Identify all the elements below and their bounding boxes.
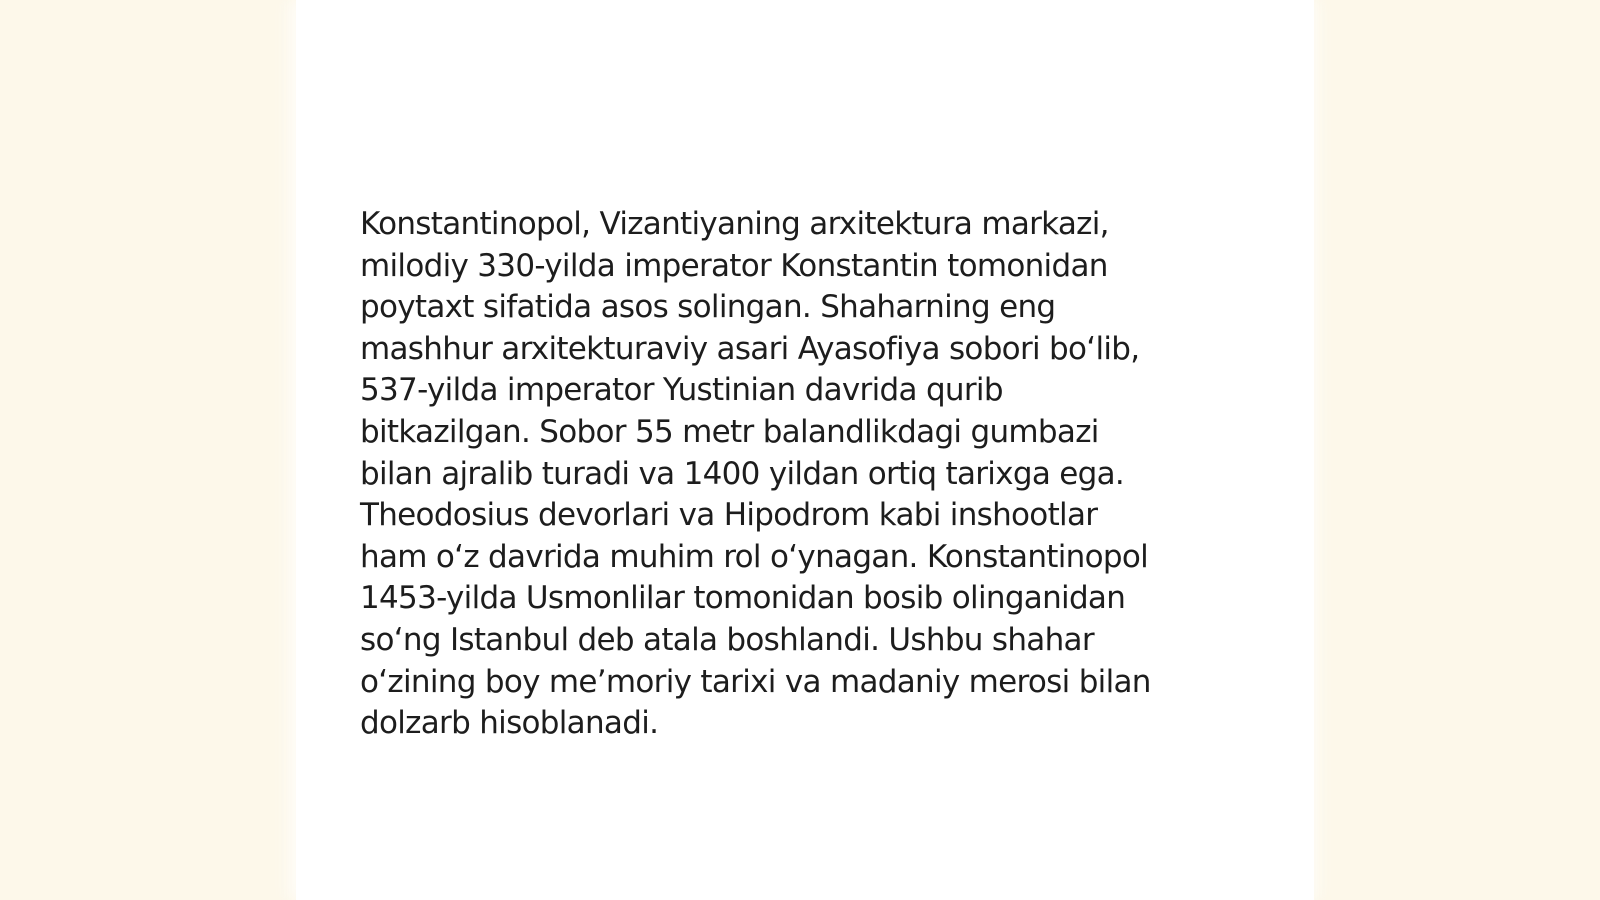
paragraph-line: 537-yilda imperator Yustinian davrida qurib [360,372,1003,409]
body-paragraph [360,204,1260,745]
paragraph-line: so‘ng Istanbul deb atala boshlandi. Ushbu shahar [360,621,1094,658]
paragraph-line: Theodosius devorlari va Hipodrom kabi inshootlar [360,497,1098,534]
paragraph-line: dolzarb hisoblanadi. [360,705,659,742]
paragraph-line: Konstantinopol, Vizantiyaning arxitektura markazi, [360,206,1109,242]
paragraph-line: o‘zining boy me’moriy tarixi va madaniy merosi bilan [360,663,1151,700]
paragraph-line: milodiy 330-yilda imperator Konstantin tomonidan [360,247,1108,284]
paragraph-line: bitkazilgan. Sobor 55 metr balandlikdagi gumbazi [360,413,1099,450]
paragraph-line: mashhur arxitekturaviy asari Ayasofiya sobori bo‘lib, [360,330,1140,367]
document-page [296,0,1314,900]
paragraph-line: ham o‘z davrida muhim rol o‘ynagan. Konstantinopol [360,538,1149,575]
paragraph-line: poytaxt sifatida asos solingan. Shaharning eng [360,289,1056,326]
paragraph-line: bilan ajralib turadi va 1400 yildan ortiq tarixga ega. [360,455,1125,492]
paragraph-line: 1453-yilda Usmonlilar tomonidan bosib olinganidan [360,580,1126,617]
